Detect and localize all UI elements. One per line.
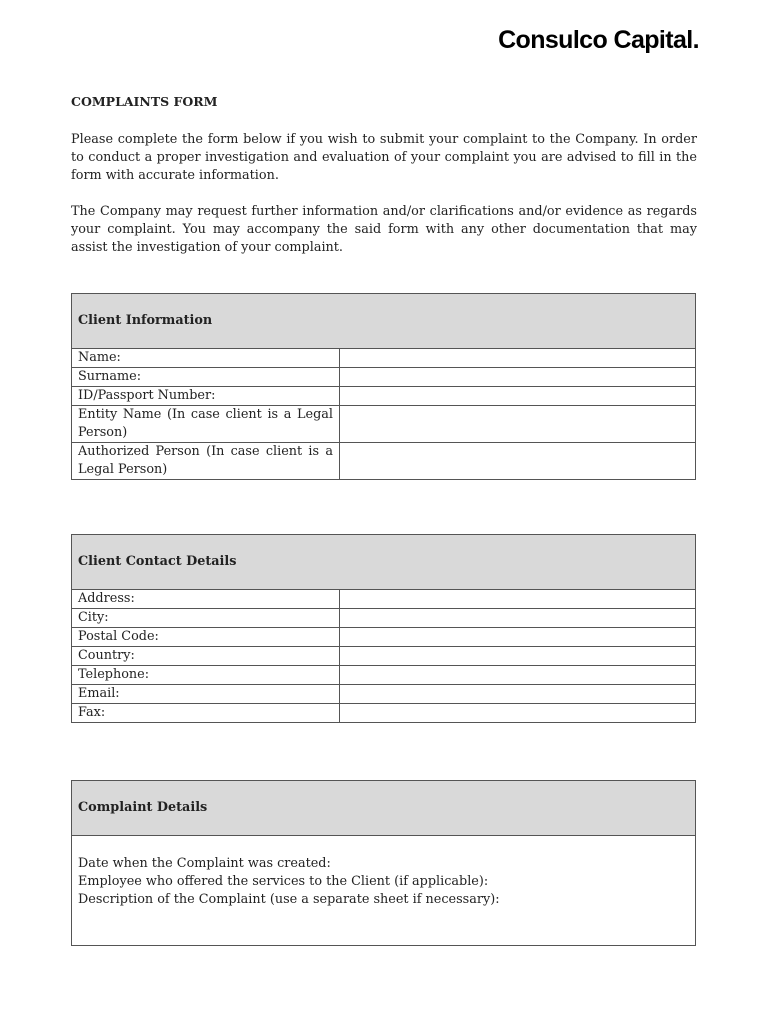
complaint-details-table [71,780,696,946]
complaint-details-area[interactable] [72,836,696,946]
table-row [72,368,696,387]
complaint-employee-label: Employee who offered the services to the Client (if applicable): [78,874,489,889]
field-label-surname: Surname: [72,368,340,387]
table-row [72,666,696,685]
table-row [72,628,696,647]
page-title: COMPLAINTS FORM [71,94,218,109]
field-label-entity-name: Entity Name (In case client is a Legal Person) [72,406,340,443]
table-row [72,349,696,368]
field-label-name: Name: [72,349,340,368]
country-field[interactable] [340,647,696,666]
field-label-address: Address: [72,590,340,609]
city-field[interactable] [340,609,696,628]
complaint-description-label: Description of the Complaint (use a separate sheet if necessary): [78,892,500,907]
client-contact-header: Client Contact Details [72,535,696,590]
client-contact-table [71,534,696,723]
complaint-details-header: Complaint Details [72,781,696,836]
field-label-city: City: [72,609,340,628]
company-logo: Consulco Capital. [498,26,699,54]
surname-field[interactable] [340,368,696,387]
intro-paragraph-2: The Company may request further information and/or clarifications and/or evidence as regards your complaint. You may accompany the said form with any other documentation that may assist the investigation of your complaint. [71,204,697,255]
client-information-table [71,293,696,480]
address-field[interactable] [340,590,696,609]
field-label-postal-code: Postal Code: [72,628,340,647]
field-label-country: Country: [72,647,340,666]
field-label-fax: Fax: [72,704,340,723]
table-row [72,590,696,609]
id-passport-field[interactable] [340,387,696,406]
postal-code-field[interactable] [340,628,696,647]
table-row [72,685,696,704]
table-row [72,443,696,480]
client-information-header: Client Information [72,294,696,349]
table-row [72,609,696,628]
table-row [72,704,696,723]
telephone-field[interactable] [340,666,696,685]
email-field[interactable] [340,685,696,704]
intro-paragraph-1: Please complete the form below if you wish to submit your complaint to the Company. In order to conduct a proper investigation and evaluation of your complaint you are advised to fill in the form with accurate information. [71,132,697,183]
fax-field[interactable] [340,704,696,723]
entity-name-field[interactable] [340,406,696,443]
field-label-authorized-person: Authorized Person (In case client is a Legal Person) [72,443,340,480]
field-label-email: Email: [72,685,340,704]
complaint-date-label: Date when the Complaint was created: [78,856,331,871]
table-row [72,387,696,406]
table-row [72,406,696,443]
name-field[interactable] [340,349,696,368]
table-row [72,647,696,666]
field-label-telephone: Telephone: [72,666,340,685]
authorized-person-field[interactable] [340,443,696,480]
field-label-id-passport: ID/Passport Number: [72,387,340,406]
